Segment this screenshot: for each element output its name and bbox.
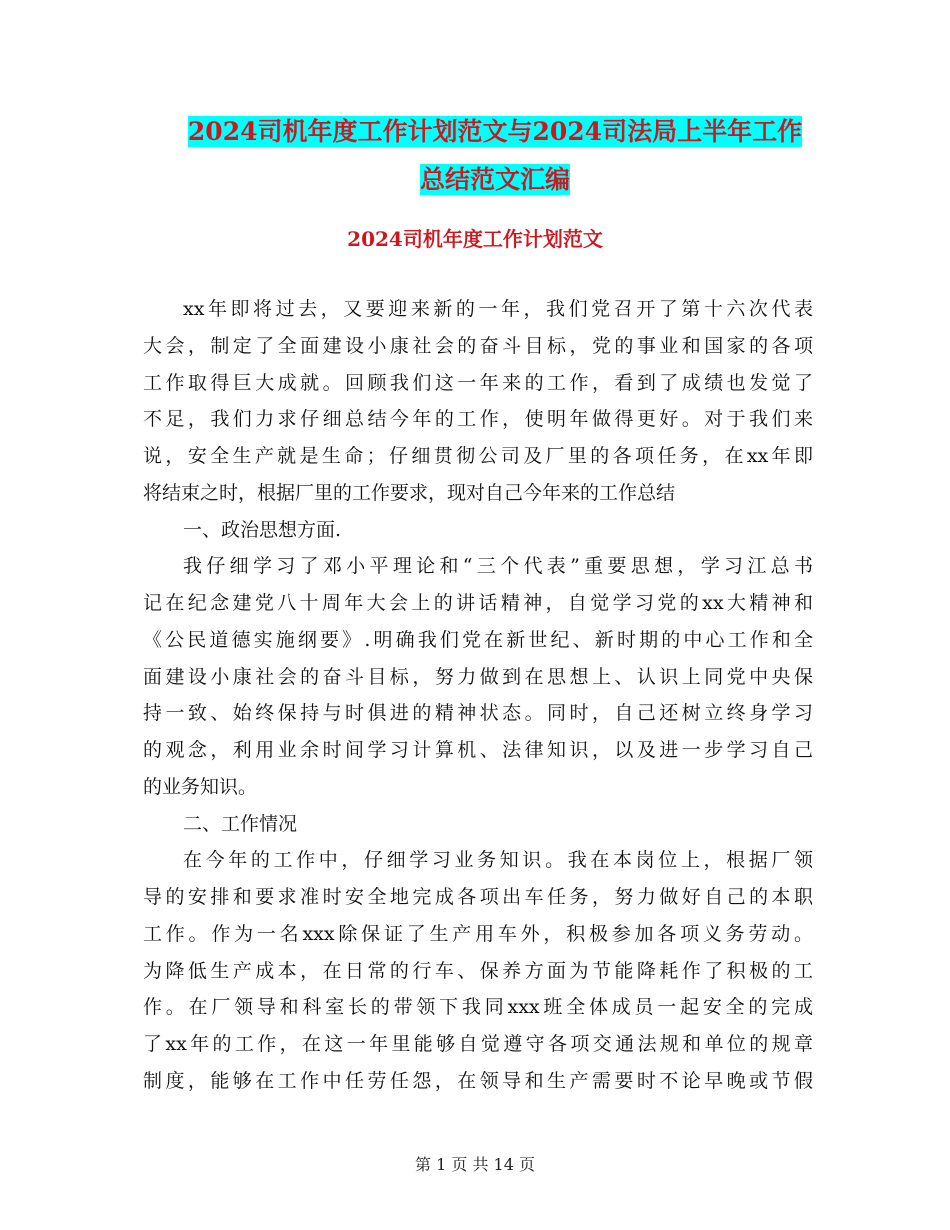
body-line: 记在纪念建党八十周年大会上的讲话精神，自觉学习党的xx大精神和 — [143, 592, 813, 614]
body-line: 不足，我们力求仔细总结今年的工作，使明年做得更好。对于我们来 — [143, 408, 813, 431]
body-line: 工作。作为一名xxx除保证了生产用车外，积极参加各项义务劳动。 — [143, 922, 813, 945]
body-line: 了xx年的工作，在这一年里能够自觉遵守各项交通法规和单位的规章 — [143, 1033, 813, 1055]
body-line: 面建设小康社会的奋斗目标，努力做到在思想上、认识上同党中央保 — [143, 665, 813, 688]
body-line: 导的安排和要求准时安全地完成各项出车任务，努力做好自己的本职 — [143, 886, 813, 908]
body-line: 作。在厂领导和科室长的带领下我同xxx班全体成员一起安全的完成 — [143, 996, 813, 1019]
body-line: 工作取得巨大成就。回顾我们这一年来的工作，看到了成绩也发觉了 — [143, 371, 813, 394]
body-line: 的业务知识。 — [143, 775, 258, 798]
section-heading: 2024司机年度工作计划范文 — [347, 227, 603, 251]
subheading-political: 一、政治思想方面. — [183, 518, 342, 541]
page-footer: 第 1 页 共 14 页 — [415, 1155, 535, 1174]
body-line: 的观念，利用业余时间学习计算机、法律知识，以及进一步学习自己 — [143, 739, 813, 761]
body-line: 制度，能够在工作中任劳任怨，在领导和生产需要时不论早晚或节假 — [143, 1069, 813, 1092]
subheading-work: 二、工作情况 — [183, 812, 298, 835]
document-title — [140, 108, 850, 204]
body-line: 《公民道德实施纲要》.明确我们党在新世纪、新时期的中心工作和全 — [143, 628, 813, 651]
body-line: 说，安全生产就是生命；仔细贯彻公司及厂里的各项任务，在xx年即 — [143, 445, 813, 467]
body-line: 将结束之时，根据厂里的工作要求，现对自己今年来的工作总结 — [143, 481, 676, 504]
document-title-line-2: 总结范文汇编 — [419, 165, 570, 194]
body-line: 为降低生产成本，在日常的行车、保养方面为节能降耗作了积极的工 — [143, 959, 813, 982]
body-text — [143, 291, 813, 1100]
body-line: 大会，制定了全面建设小康社会的奋斗目标，党的事业和国家的各项 — [143, 334, 813, 357]
body-line: xx年即将过去，又要迎来新的一年，我们党召开了第十六次代表 — [183, 298, 813, 320]
body-line: 在今年的工作中，仔细学习业务知识。我在本岗位上，根据厂领 — [183, 849, 813, 872]
document-title-line-1: 2024司机年度工作计划范文与2024司法局上半年工作 — [187, 117, 803, 146]
body-line: 我仔细学习了邓小平理论和“三个代表”重要思想，学习江总书 — [183, 555, 813, 578]
body-line: 持一致、始终保持与时俱进的精神状态。同时，自己还树立终身学习 — [143, 702, 813, 725]
